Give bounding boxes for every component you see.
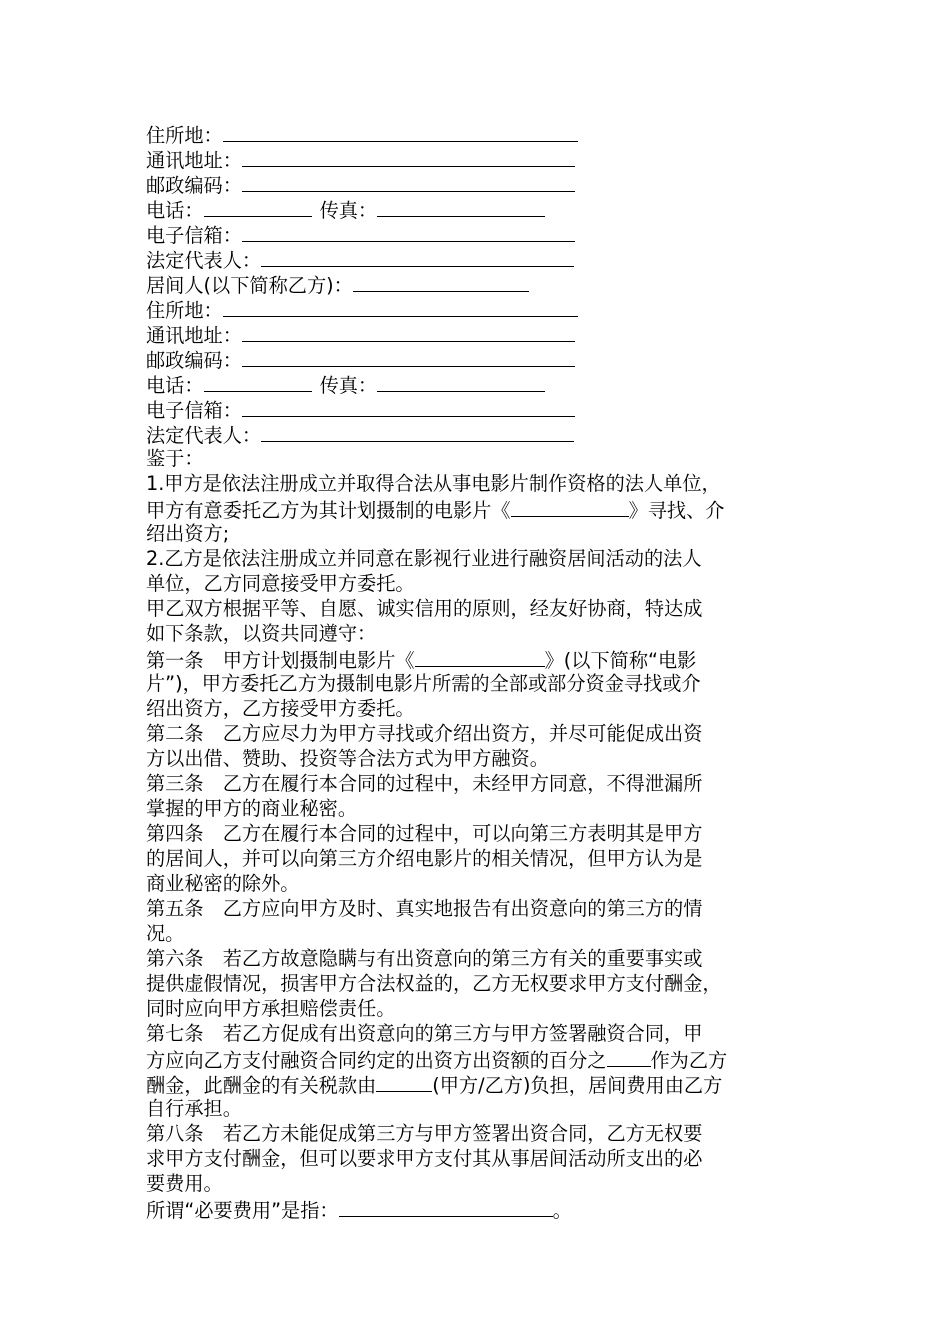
article-7-end: 自行承担。 bbox=[146, 1097, 242, 1120]
text-segment: 作为乙方 bbox=[650, 1049, 728, 1072]
whereas-item-1-end: 绍出资方; bbox=[146, 522, 230, 545]
email-blank[interactable] bbox=[242, 221, 575, 242]
party-b-postal-code-line bbox=[146, 346, 816, 371]
party-a-mail-address-line bbox=[146, 146, 816, 171]
mail-address-label: 通讯地址： bbox=[146, 324, 242, 347]
article-8-cont: 求甲方支付酬金，但可以要求甲方支付其从事居间活动所支出的必 bbox=[146, 1147, 703, 1170]
article-4-cont: 的居间人，并可以向第三方介绍电影片的相关情况，但甲方认为是 bbox=[146, 847, 703, 870]
contract-page bbox=[146, 121, 816, 1221]
text-segment: 》(以下简称“电影 bbox=[544, 649, 697, 672]
text-segment: 方应向乙方支付融资合同约定的出资方出资额的百分之 bbox=[146, 1049, 607, 1072]
mail-address-label: 通讯地址： bbox=[146, 149, 242, 172]
postal-code-blank[interactable] bbox=[242, 346, 575, 367]
text-segment: 甲方有意委托乙方为其计划摄制的电影片《 bbox=[146, 499, 511, 522]
text-segment: 所谓“必要费用”是指： bbox=[146, 1199, 339, 1222]
preamble: 甲乙双方根据平等、自愿、诚实信用的原则，经友好协商，特达成 bbox=[146, 597, 703, 620]
phone-label: 电话： bbox=[146, 374, 204, 397]
article-2: 第二条 乙方应尽力为甲方寻找或介绍出资方，并尽可能促成出资 bbox=[146, 722, 703, 745]
legal-rep-blank[interactable] bbox=[261, 246, 574, 267]
article-7: 第七条 若乙方促成有出资意向的第三方与甲方签署融资合同，甲 bbox=[146, 1022, 703, 1045]
mail-address-blank[interactable] bbox=[242, 146, 575, 167]
text-segment: 酬金，此酬金的有关税款由 bbox=[146, 1074, 377, 1097]
party-b-intro-line bbox=[146, 271, 816, 296]
article-3: 第三条 乙方在履行本合同的过程中，未经甲方同意，不得泄漏所 bbox=[146, 772, 703, 795]
legal-rep-label: 法定代表人： bbox=[146, 424, 262, 447]
article-2-cont: 方以出借、赞助、投资等合法方式为甲方融资。 bbox=[146, 747, 549, 770]
party-a-postal-code-line bbox=[146, 171, 816, 196]
text-segment: 》寻找、介 bbox=[628, 499, 725, 522]
article-6-cont: 提供虚假情况，损害甲方合法权益的，乙方无权要求甲方支付酬金， bbox=[146, 972, 722, 995]
party-a-legal-rep-line bbox=[146, 246, 816, 271]
postal-code-label: 邮政编码： bbox=[146, 349, 242, 372]
whereas-item-2-cont: 单位，乙方同意接受甲方委托。 bbox=[146, 572, 415, 595]
address-blank[interactable] bbox=[223, 121, 578, 142]
film-title-blank[interactable] bbox=[415, 646, 545, 667]
party-b-intro-label: 居间人(以下简称乙方)： bbox=[146, 274, 353, 297]
whereas-item-2: 2.乙方是依法注册成立并同意在影视行业进行融资居间活动的法人 bbox=[146, 547, 702, 570]
whereas-heading: 鉴于： bbox=[146, 447, 204, 470]
article-1 bbox=[146, 646, 816, 671]
preamble-cont: 如下条款，以资共同遵守： bbox=[146, 622, 377, 645]
party-b-mail-address-line bbox=[146, 321, 816, 346]
email-label: 电子信箱： bbox=[146, 399, 242, 422]
fax-blank[interactable] bbox=[377, 371, 545, 392]
article-8-end: 要费用。 bbox=[146, 1172, 223, 1195]
article-4: 第四条 乙方在履行本合同的过程中，可以向第三方表明其是甲方 bbox=[146, 822, 703, 845]
whereas-item-1: 1.甲方是依法注册成立并取得合法从事电影片制作资格的法人单位， bbox=[146, 472, 721, 495]
party-a-phone-fax-line bbox=[146, 196, 816, 221]
party-a-email-line bbox=[146, 221, 816, 246]
phone-blank[interactable] bbox=[204, 196, 312, 217]
phone-label: 电话： bbox=[146, 199, 204, 222]
article-7-cont2 bbox=[146, 1071, 816, 1096]
article-5: 第五条 乙方应向甲方及时、真实地报告有出资意向的第三方的情 bbox=[146, 897, 703, 920]
party-b-address-line bbox=[146, 296, 816, 321]
mail-address-blank[interactable] bbox=[242, 321, 575, 342]
article-5-cont: 况。 bbox=[146, 922, 185, 945]
article-8: 第八条 若乙方未能促成第三方与甲方签署出资合同，乙方无权要 bbox=[146, 1122, 703, 1145]
necessary-fee-blank[interactable] bbox=[339, 1196, 553, 1217]
article-1-end: 绍出资方，乙方接受甲方委托。 bbox=[146, 697, 415, 720]
email-blank[interactable] bbox=[242, 396, 575, 417]
party-b-phone-fax-line bbox=[146, 371, 816, 396]
email-label: 电子信箱： bbox=[146, 224, 242, 247]
party-b-legal-rep-line bbox=[146, 421, 816, 446]
address-label: 住所地： bbox=[146, 299, 223, 322]
postal-code-label: 邮政编码： bbox=[146, 174, 242, 197]
address-blank[interactable] bbox=[223, 296, 578, 317]
article-6-end: 同时应向甲方承担赔偿责任。 bbox=[146, 997, 396, 1020]
text-segment: 第一条 甲方计划摄制电影片《 bbox=[146, 649, 415, 672]
legal-rep-blank[interactable] bbox=[261, 421, 574, 442]
phone-blank[interactable] bbox=[204, 371, 312, 392]
fax-blank[interactable] bbox=[377, 196, 545, 217]
party-a-address-line bbox=[146, 121, 816, 146]
party-b-email-line bbox=[146, 396, 816, 421]
address-label: 住所地： bbox=[146, 124, 223, 147]
film-title-blank[interactable] bbox=[511, 496, 629, 517]
article-4-end: 商业秘密的除外。 bbox=[146, 872, 300, 895]
article-1-cont: 片”)，甲方委托乙方为摄制电影片所需的全部或部分资金寻找或介 bbox=[146, 672, 701, 695]
text-segment: 。 bbox=[552, 1199, 572, 1222]
fax-label: 传真： bbox=[319, 199, 378, 222]
text-segment: (甲方/乙方)负担，居间费用由乙方 bbox=[432, 1074, 723, 1097]
fax-label: 传真： bbox=[319, 374, 378, 397]
party-b-name-blank[interactable] bbox=[353, 271, 529, 292]
percentage-blank[interactable] bbox=[607, 1046, 651, 1067]
whereas-item-1-cont bbox=[146, 496, 816, 521]
tax-party-blank[interactable] bbox=[376, 1071, 432, 1092]
article-3-cont: 掌握的甲方的商业秘密。 bbox=[146, 797, 358, 820]
article-7-cont bbox=[146, 1046, 816, 1071]
fee-definition bbox=[146, 1196, 816, 1221]
postal-code-blank[interactable] bbox=[242, 171, 575, 192]
article-6: 第六条 若乙方故意隐瞒与有出资意向的第三方有关的重要事实或 bbox=[146, 947, 703, 970]
legal-rep-label: 法定代表人： bbox=[146, 249, 262, 272]
